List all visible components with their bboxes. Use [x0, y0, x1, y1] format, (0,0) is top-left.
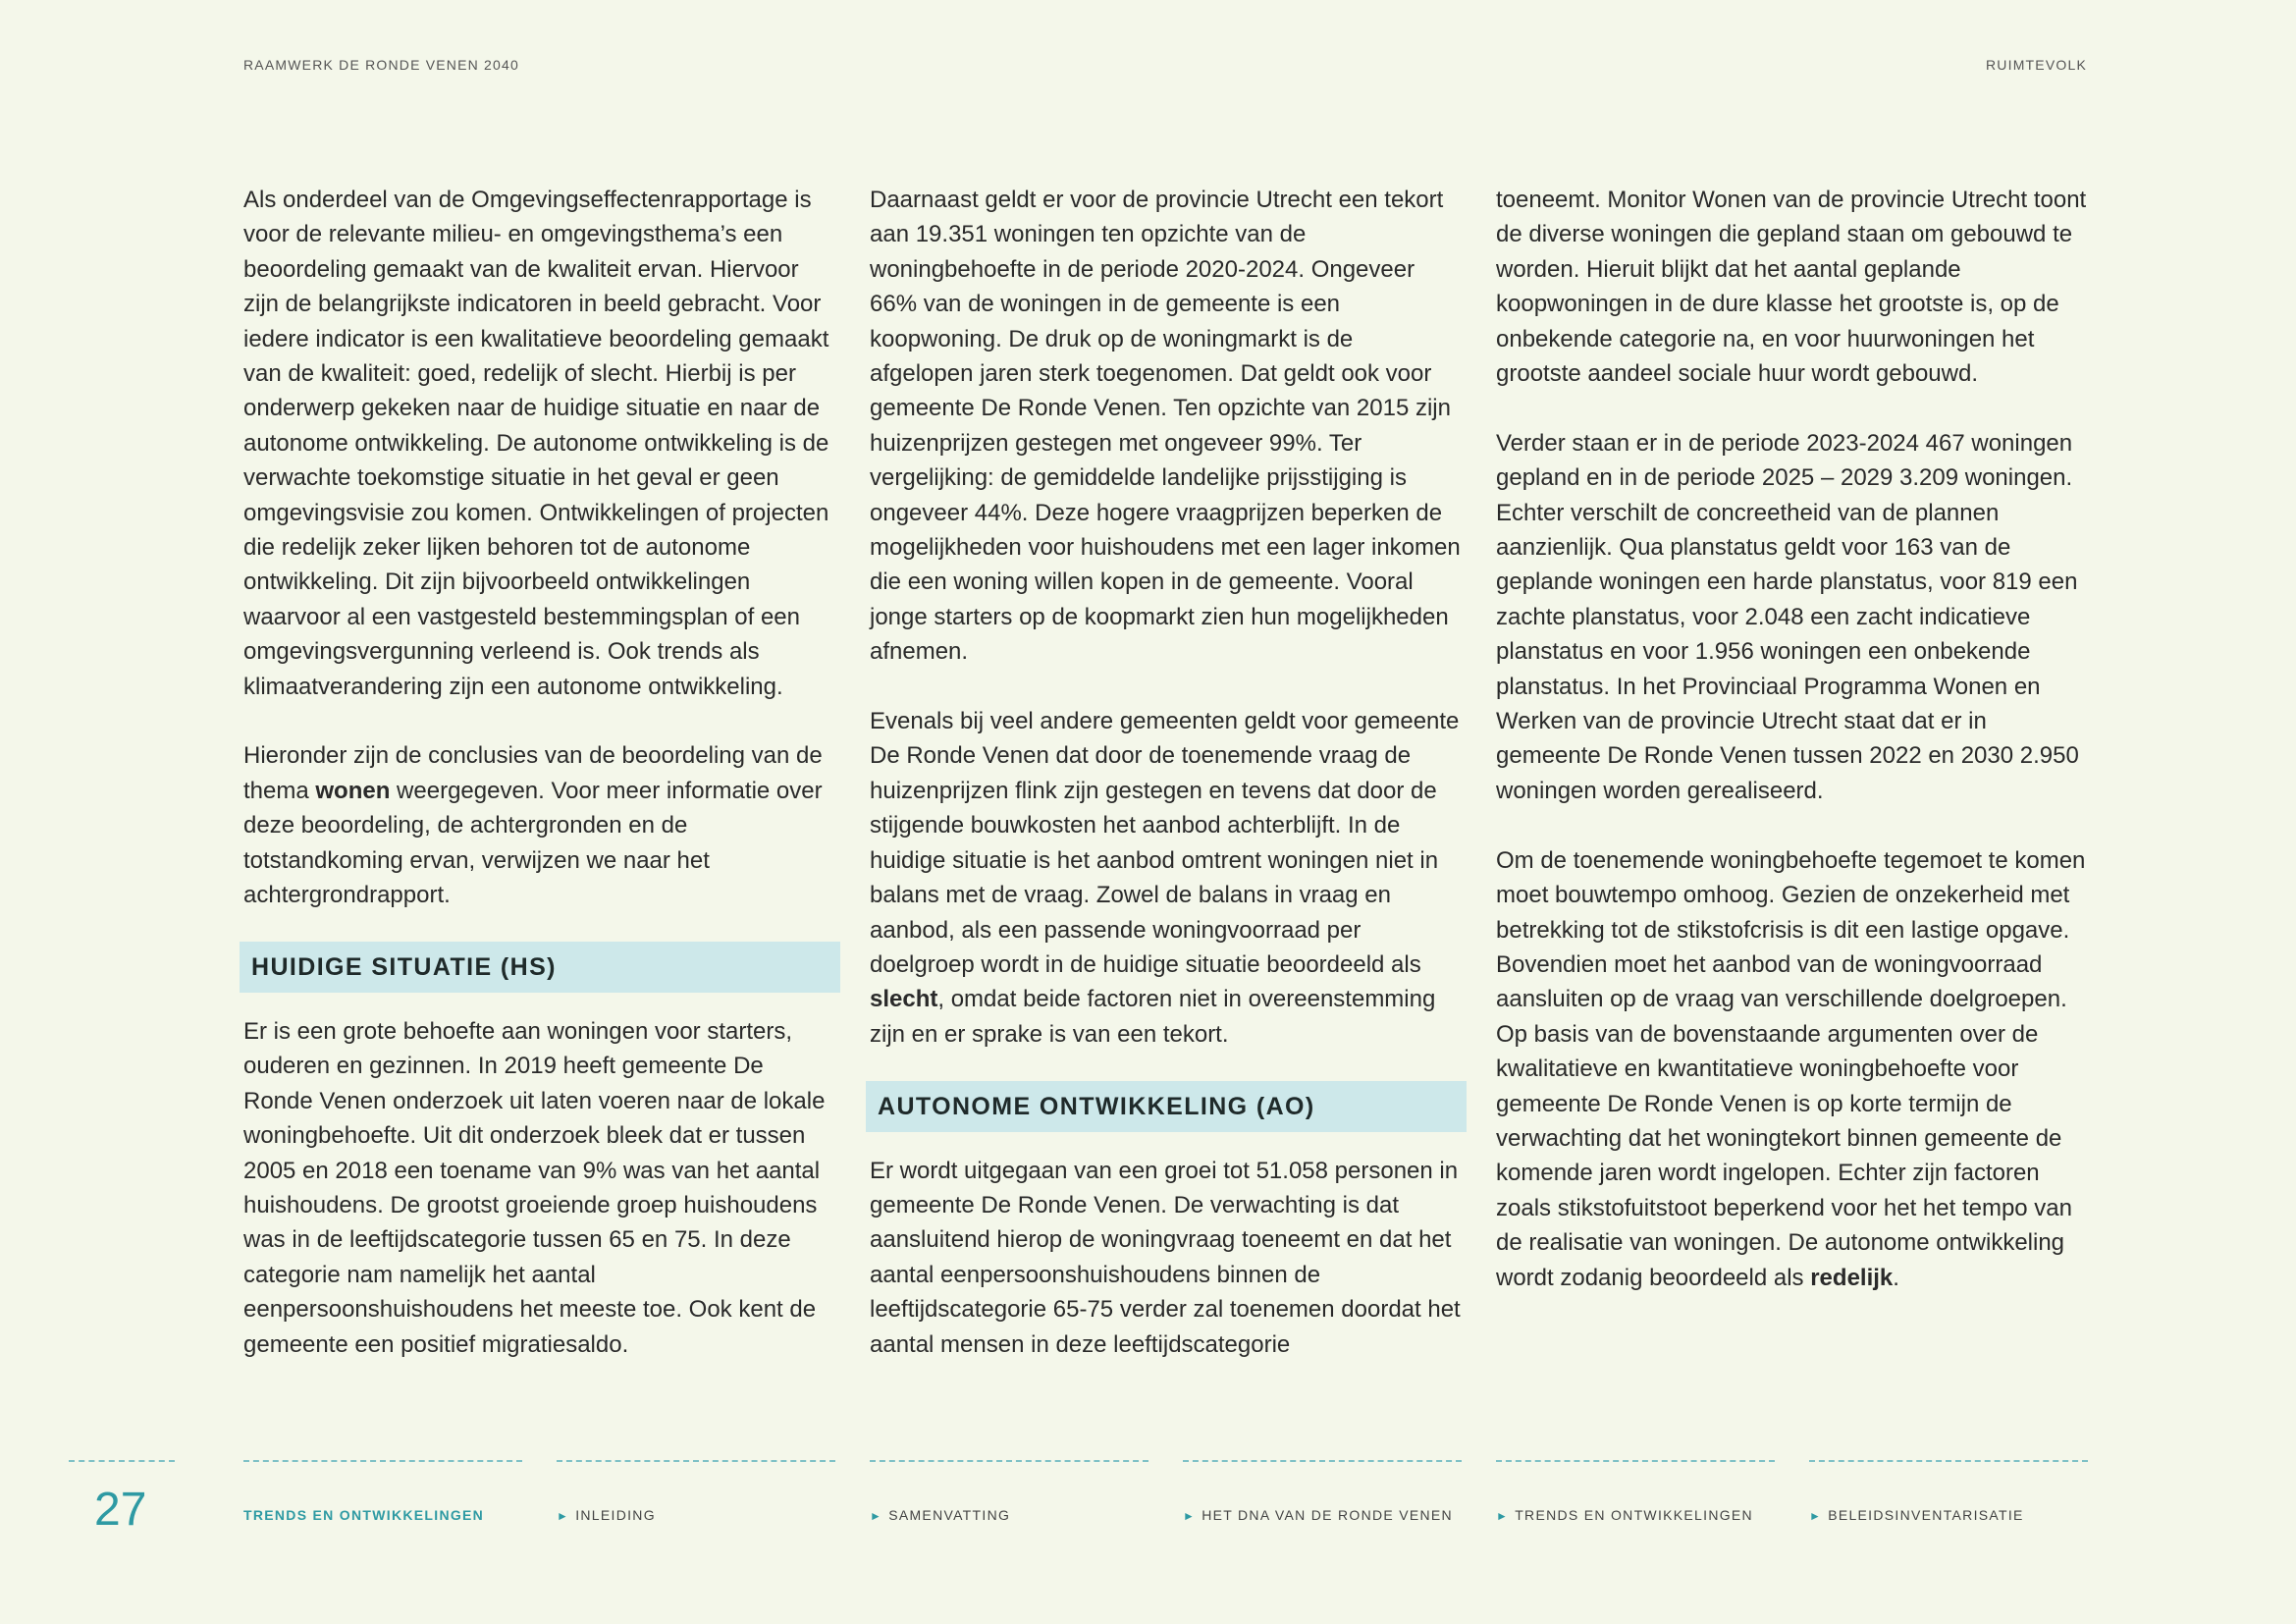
- paragraph: Als onderdeel van de Omgevingseffectenrapportage is voor de relevante milieu- en omgevingsthema’s een beoordeling gemaakt van de kwaliteit ervan. Hiervoor zijn de belangrijkste indicatoren in beeld gebracht. Voor iedere indicator is een kwalitatieve beoordeling gemaakt van de kwaliteit: goed, redelijk of slecht. Hierbij is per onderwerp gekeken naar de huidige situatie en naar de autonome ontwikkeling. De autonome ontwikkeling is de verwachte toekomstige situatie in het geval er geen omgevingsvisie zou komen. Ontwikkelingen of projecten die redelijk zeker lijken behoren tot de autonome ontwikkeling. Dit zijn bijvoorbeeld ontwikkelingen waarvoor al een vastgesteld bestemmingsplan of een omgevingsvergunning verleend is. Ook trends als klimaatverandering zijn een autonome ontwikkeling.: [243, 187, 829, 700]
- nav-link-dna[interactable]: ► HET DNA VAN DE RONDE VENEN: [1183, 1507, 1453, 1523]
- emphasis: slecht: [870, 986, 938, 1013]
- arrow-right-icon: ►: [1183, 1509, 1197, 1523]
- divider: [557, 1460, 835, 1462]
- divider: [870, 1460, 1148, 1462]
- divider: [1809, 1460, 2088, 1462]
- emphasis: redelijk: [1810, 1264, 1894, 1291]
- paragraph: Er wordt uitgegaan van een groei tot 51.058 personen in gemeente De Ronde Venen. De verwachting is dat aansluitend hierop de woningvraag toeneemt en dat het aantal eenpersoonshuishoudens binnen de leeftijdscategorie 65-75 verder zal toenemen doordat het aantal mensen in deze leeftijdscategorie: [870, 1157, 1461, 1358]
- paragraph: Om de toenemende woningbehoefte tegemoet te komen moet bouwtempo omhoog. Gezien de onzekerheid met betrekking tot de stikstofcrisis is dit een lastige opgave. Bovendien moet het aanbod van de woningvoorraad aansluiten op de vraag van verschillende doelgroepen. Op basis van de bovenstaande argumenten over de kwalitatieve en kwantitatieve woningbehoefte voor gemeente De Ronde Venen is op korte termijn de verwachting dat het woningtekort binnen gemeente de komende jaren wordt ingelopen. Echter zijn factoren zoals stikstofuitstoot beperkend voor het het tempo van de realisatie van woningen. De autonome ontwikkeling wordt zodanig beoordeeld als redelijk.: [1496, 846, 2086, 1291]
- arrow-right-icon: ►: [557, 1509, 570, 1523]
- arrow-right-icon: ►: [1496, 1509, 1510, 1523]
- nav-link-inleiding[interactable]: ► INLEIDING: [557, 1507, 656, 1523]
- text-column-3: [1496, 183, 2089, 1295]
- section-heading: AUTONOME ONTWIKKELING (AO): [866, 1081, 1467, 1132]
- section-heading: HUIDIGE SITUATIE (HS): [240, 942, 840, 993]
- paragraph: Er is een grote behoefte aan woningen voor starters, ouderen en gezinnen. In 2019 heeft gemeente De Ronde Venen onderzoek uit laten voeren naar de lokale woningbehoefte. Uit dit onderzoek bleek dat er tussen 2005 en 2018 een toename van 9% was van het aantal huishoudens. De grootst groeiende groep huishoudens was in de leeftijdscategorie tussen 65 en 75. In deze categorie nam namelijk het aantal eenpersoonshuishoudens het meeste toe. Ook kent de gemeente een positief migratiesaldo.: [243, 1017, 826, 1358]
- arrow-right-icon: ►: [870, 1509, 883, 1523]
- document-title: RAAMWERK DE RONDE VENEN 2040: [243, 57, 519, 73]
- nav-link-samenvatting[interactable]: ► SAMENVATTING: [870, 1507, 1011, 1523]
- page-number: 27: [94, 1484, 147, 1536]
- paragraph: Hieronder zijn de conclusies van de beoordeling van de thema wonen weergegeven. Voor meer informatie over deze beoordeling, de achtergronden en de totstandkoming ervan, verwijzen we naar het achtergrondrapport.: [243, 742, 823, 909]
- divider: [1183, 1460, 1462, 1462]
- paragraph: toeneemt. Monitor Wonen van de provincie Utrecht toont de diverse woningen die gepland staan om gebouwd te worden. Hieruit blijkt dat het aantal geplande koopwoningen in de dure klasse het grootste is, op de onbekende categorie na, en voor huurwoningen het grootste aandeel sociale huur wordt gebouwd.: [1496, 187, 2087, 388]
- nav-link-beleidsinventarisatie[interactable]: ► BELEIDSINVENTARISATIE: [1809, 1507, 2024, 1523]
- divider: [69, 1460, 175, 1462]
- divider: [1496, 1460, 1775, 1462]
- paragraph: Verder staan er in de periode 2023-2024 467 woningen gepland en in de periode 2025 – 2029 3.209 woningen. Echter verschilt de concreetheid van de plannen aanzienlijk. Qua planstatus geldt voor 163 van de geplande woningen een harde planstatus, voor 819 een zachte planstatus, voor 2.048 een zacht indicatieve planstatus en voor 1.956 woningen een onbekende planstatus. In het Provinciaal Programma Wonen en Werken van de provincie Utrecht staat dat er in gemeente De Ronde Venen tussen 2022 en 2030 2.950 woningen worden gerealiseerd.: [1496, 429, 2079, 804]
- paragraph: Evenals bij veel andere gemeenten geldt voor gemeente De Ronde Venen dat door de toenemende vraag de huizenprijzen flink zijn gestegen en tevens dat door de stijgende bouwkosten het aanbod achterblijft. In de huidige situatie is het aanbod omtrent woningen niet in balans met de vraag. Zowel de balans in vraag en aanbod, als een passende woningvoorraad per doelgroep wordt in de huidige situatie beoordeeld als slecht, omdat beide factoren niet in overeenstemming zijn en er sprake is van een tekort.: [870, 708, 1460, 1048]
- divider: [243, 1460, 522, 1462]
- arrow-right-icon: ►: [1809, 1509, 1823, 1523]
- nav-link-trends[interactable]: ► TRENDS EN ONTWIKKELINGEN: [1496, 1507, 1753, 1523]
- publisher-name: RUIMTEVOLK: [1985, 57, 2087, 73]
- text-column-1: [243, 183, 836, 1362]
- emphasis: wonen: [315, 777, 391, 804]
- paragraph: Daarnaast geldt er voor de provincie Utrecht een tekort aan 19.351 woningen ten opzichte van de woningbehoefte in de periode 2020-2024. Ongeveer 66% van de woningen in de gemeente is een koopwoning. De druk op de woningmarkt is de afgelopen jaren sterk toegenomen. Dat geldt ook voor gemeente De Ronde Venen. Ten opzichte van 2015 zijn huizenprijzen gestegen met ongeveer 99%. Ter vergelijking: de gemiddelde landelijke prijsstijging is ongeveer 44%. Deze hogere vraagprijzen beperken de mogelijkheden voor huishoudens met een lager inkomen die een woning willen kopen in de gemeente. Vooral jonge starters op de koopmarkt zien hun mogelijkheden afnemen.: [870, 187, 1461, 666]
- current-section-label: TRENDS EN ONTWIKKELINGEN: [243, 1507, 485, 1523]
- text-column-2: [870, 183, 1463, 1362]
